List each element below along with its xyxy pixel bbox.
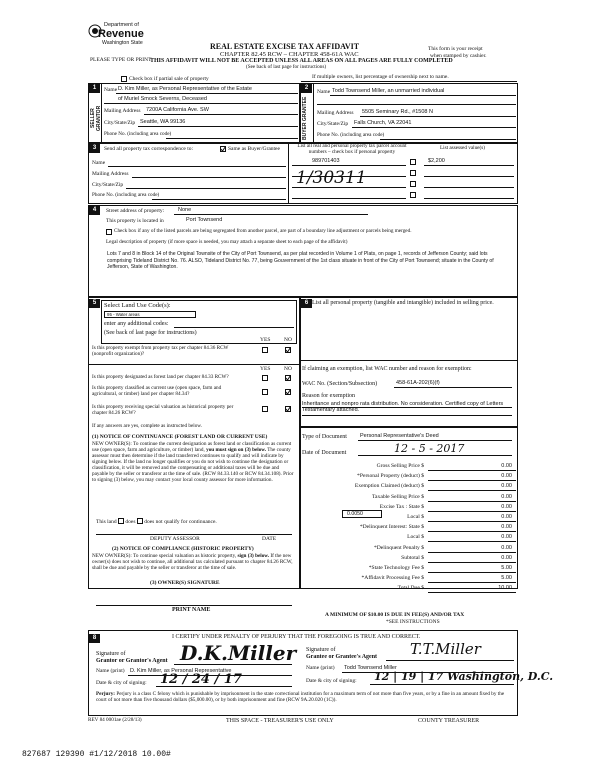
notice1-title: (1) NOTICE OF CONTINUANCE (FOREST LAND OR CURRENT USE) bbox=[92, 434, 268, 440]
fee-label: *Delinquent Penalty $ bbox=[373, 544, 424, 551]
fee-amount: 0.00 bbox=[501, 493, 512, 500]
form-see-back: (See back of last page for instructions) bbox=[246, 64, 327, 70]
fee-label: Total Due $ bbox=[397, 585, 424, 592]
buyer-name-label: Name bbox=[317, 89, 331, 95]
parcel-2-pp-checkbox[interactable] bbox=[410, 170, 416, 176]
grantee-sig-label-2: Grantee or Grantee's Agent bbox=[306, 654, 378, 660]
historic-question: Is this property receiving special valuation as historical property per chapter 84.26 RCW? bbox=[92, 404, 234, 416]
deputy-date-label: DATE bbox=[262, 536, 277, 542]
fee-row bbox=[298, 504, 516, 513]
fee-label: *Delinquent Interest: State $ bbox=[359, 524, 424, 531]
classified-yes-checkbox[interactable] bbox=[262, 389, 268, 395]
receipt-note-2: when stamped by cashier. bbox=[430, 53, 487, 59]
land-use-label: Select Land Use Code(s): bbox=[104, 302, 171, 309]
wac-value: 458-61A-202(6)(f) bbox=[396, 380, 440, 386]
continuance-line: This land does does not qualify for continuance. bbox=[96, 519, 217, 525]
exempt-yes-checkbox[interactable] bbox=[262, 347, 268, 353]
section-3-badge: 3 bbox=[89, 144, 100, 153]
grantee-sig-label-1: Signature of bbox=[306, 647, 336, 653]
assessed-1: $2,200 bbox=[428, 158, 445, 164]
fee-row bbox=[298, 534, 516, 543]
fee-row bbox=[298, 565, 516, 574]
section-1-badge: 1 bbox=[89, 84, 100, 93]
fee-row bbox=[298, 463, 516, 472]
grantor-signature: D.K.Miller bbox=[180, 641, 297, 665]
fee-row bbox=[298, 483, 516, 492]
fee-label: Excise Tax : State $ bbox=[379, 503, 424, 510]
legal-label: Legal description of property (if more space is needed, you may attach a separate sheet to each page of the affidavit) bbox=[106, 239, 348, 245]
fee-amount: 0.00 bbox=[501, 544, 512, 551]
revenue-logo bbox=[88, 22, 150, 56]
recording-stamp: 827687 129390 #1/12/2018 10.00# bbox=[22, 750, 171, 759]
buyer-name: Todd Townsend Miller, an unmarried individual bbox=[332, 88, 445, 94]
street-label: Street address of property: bbox=[106, 208, 165, 214]
fee-amount: 0.00 bbox=[501, 503, 512, 510]
notice2-body: NEW OWNER(S): To continue special valuation as historic property, sign (3) below. If the new owner(s) does not wish to continue, all additional tax calculated pursuant to chapter 84.26 RCW, shall be due and payable by the seller or transferor at the time of sale. bbox=[92, 553, 293, 571]
wac-label: WAC No. (Section/Subsection) bbox=[302, 381, 378, 387]
seller-name-1: D. Kim Miller, as Personal Representative of the Estate bbox=[118, 86, 252, 92]
yes-header-2: YES bbox=[260, 366, 271, 372]
does-checkbox[interactable] bbox=[118, 518, 124, 524]
sec3-phone-label: Phone No. (including area code) bbox=[92, 192, 160, 198]
forest-question: Is this property designated as forest land per chapter 84.33 RCW? bbox=[92, 374, 229, 380]
section-4-badge: 4 bbox=[89, 206, 100, 215]
minimum-due-note: A MINIMUM OF $10.00 IS DUE IN FEE(S) AND/OR TAX bbox=[325, 612, 465, 618]
doc-type-label: Type of Document bbox=[302, 434, 347, 440]
sec3-city-label: City/State/Zip bbox=[92, 182, 124, 188]
grantor-sig-label-1: Signature of bbox=[96, 651, 126, 657]
fee-row bbox=[298, 575, 516, 584]
land-use-select[interactable]: 95 - Water areas bbox=[104, 311, 196, 318]
exempt-no-checkbox[interactable] bbox=[285, 347, 291, 353]
fee-amount: 0.00 bbox=[501, 524, 512, 531]
fee-amount: 0.00 bbox=[501, 514, 512, 520]
grantee-name-value: Todd Townsend Miller bbox=[344, 665, 397, 671]
deputy-assessor-label: DEPUTY ASSESSOR bbox=[150, 536, 200, 542]
multiple-owners-note: If multiple owners, list percentage of ownership next to name. bbox=[312, 74, 449, 80]
personal-property-label: List all personal property (tangible and intangible) included in selling price. bbox=[312, 300, 494, 306]
parcel-3-pp-checkbox[interactable] bbox=[410, 181, 416, 187]
historic-no-checkbox[interactable] bbox=[285, 406, 291, 412]
fee-amount: 0.00 bbox=[501, 554, 512, 561]
fee-amount: 0.00 bbox=[501, 473, 512, 480]
fee-label: *Personal Property (deduct) $ bbox=[357, 473, 424, 480]
seller-side-label: SELLER GRANTOR bbox=[90, 105, 102, 131]
notice1-body: NEW OWNER(S): To continue the current designation as forest land or classification as current use (open space, farm and agriculture, or timber) land, you must sign on (3) below. The county assessor must then determine if the land transferred continues to qualify and will indicate by signing below. If the land no longer qualifies or you do not wish to continue the designation or classification, it will be removed and the compensating or additional taxes will be due and payable by the seller or transferor at the time of sale. (RCW 84.33.140 or RCW 84.34.108). Prior to signing (3) below, you may contact your local county assessor for more information. bbox=[92, 441, 294, 483]
parcel-1: 989701403 bbox=[312, 158, 340, 164]
fee-amount: 0.00 bbox=[501, 463, 512, 469]
seller-mailing-label: Mailing Address bbox=[104, 108, 141, 114]
buyer-city-label: City/State/Zip bbox=[317, 121, 349, 127]
agency-label: Revenue bbox=[98, 28, 144, 40]
fee-label: Gross Selling Price $ bbox=[376, 463, 424, 469]
perjury-notice: Perjury: Perjury is a class C felony which is punishable by imprisonment in the state correctional institution for a maximum term of not more than five years, or by a fine in an amount fixed by the court of not more than five thousand dollars ($5,000.00), or by both imprisonment and fine (RCW 9A.20.020 (1C)). bbox=[96, 691, 505, 703]
forest-yes-checkbox[interactable] bbox=[262, 375, 268, 381]
grantor-date-value: 12 / 24 / 17 bbox=[160, 672, 242, 687]
partial-sale-label: Check box if partial sale of property bbox=[129, 76, 209, 82]
section-5-badge: 5 bbox=[89, 299, 100, 308]
same-as-buyer-label: Same as Buyer/Grantee bbox=[228, 146, 280, 152]
sec3-mailing-label: Mailing Address bbox=[92, 171, 129, 177]
grantor-date-label: Date & city of signing: bbox=[96, 680, 147, 686]
buyer-city: Falls Church, VA 22041 bbox=[354, 120, 412, 126]
segregated-note: Check box if any of the listed parcels are being segregated from another parcel, are part of a boundary line adjustment or parcels being merged. bbox=[114, 228, 412, 234]
fee-label: Local $ bbox=[407, 514, 424, 520]
exempt-question: Is this property exempt from property tax per chapter 84.36 RCW (nonprofit organization)? bbox=[92, 345, 229, 357]
form-revision: REV 84 0001ae (2/28/13) bbox=[88, 717, 142, 723]
buyer-mailing: 5505 Seminary Rd., #1508 N bbox=[362, 109, 433, 115]
parcel-1-pp-checkbox[interactable] bbox=[410, 159, 416, 165]
check-mark-icon bbox=[285, 347, 291, 353]
print-name-label: PRINT NAME bbox=[172, 607, 211, 613]
grantor-name-value: D. Kim Miller, as Personal Representative bbox=[130, 668, 232, 674]
fee-label: Local $ bbox=[407, 534, 424, 541]
no-header-1: NO bbox=[284, 337, 292, 343]
fee-row bbox=[298, 585, 516, 594]
local-rate-box: 0.0050 bbox=[342, 510, 382, 518]
forest-no-checkbox[interactable] bbox=[285, 375, 291, 381]
form-title: REAL ESTATE EXCISE TAX AFFIDAVIT bbox=[210, 42, 360, 51]
handwritten-number: 1/30311 bbox=[296, 168, 367, 188]
fee-row bbox=[298, 494, 516, 503]
if-yes-note: If any answers are yes, complete as instructed below. bbox=[92, 423, 203, 429]
seller-phone-label: Phone No. (including area code) bbox=[104, 131, 172, 137]
assessed-header: List assessed value(s) bbox=[440, 145, 485, 151]
doc-type-value: Personal Representative's Deed bbox=[360, 433, 439, 439]
fee-row bbox=[298, 524, 516, 533]
send-tax-label: Send all property tax correspondence to: bbox=[104, 146, 194, 152]
section-8-badge: 8 bbox=[89, 634, 100, 643]
form-warning: THIS AFFIDAVIT WILL NOT BE ACCEPTED UNLESS ALL AREAS ON ALL PAGES ARE FULLY COMPLETED bbox=[150, 58, 453, 64]
parcel-header: List all real and personal property tax parcel account numbers – check box if personal property bbox=[297, 143, 407, 155]
check-mark-icon bbox=[285, 406, 291, 412]
form-chapter: CHAPTER 82.45 RCW – CHAPTER 458-61A WAC bbox=[220, 51, 359, 58]
fee-label: Subtotal $ bbox=[401, 554, 424, 561]
fee-amount: 0.00 bbox=[501, 534, 512, 541]
buyer-mailing-label: Mailing Address bbox=[317, 110, 354, 116]
notice2-title: (2) NOTICE OF COMPLIANCE (HISTORIC PROPERTY) bbox=[112, 546, 254, 552]
section-6-badge: 6 bbox=[301, 299, 312, 308]
fee-label: *Affidavit Processing Fee $ bbox=[361, 575, 424, 582]
grantee-date-label: Date & city of signing: bbox=[306, 678, 357, 684]
check-mark-icon bbox=[220, 146, 226, 152]
historic-yes-checkbox[interactable] bbox=[262, 406, 268, 412]
grantor-sig-label-2: Grantor or Grantor's Agent bbox=[96, 658, 168, 664]
seller-name-label: Name bbox=[104, 87, 118, 93]
fee-amount: 5.00 bbox=[501, 575, 512, 582]
owner-signature-label: (3) OWNER(S) SIGNATURE bbox=[150, 580, 220, 586]
check-mark-icon bbox=[285, 375, 291, 381]
grantee-signature: T.T.Miller bbox=[410, 640, 481, 658]
classified-no-checkbox[interactable] bbox=[285, 389, 291, 395]
receipt-note-1: This form is your receipt bbox=[428, 46, 483, 52]
does-not-checkbox[interactable] bbox=[137, 518, 143, 524]
section-2-badge: 2 bbox=[301, 84, 312, 93]
sec3-name-label: Name bbox=[92, 160, 106, 166]
buyer-side-label: BUYER GRANTEE bbox=[302, 96, 308, 140]
legal-text: Lots 7 and 8 in Block 14 of the Original Townsite of the City of Port Townsend, as per plat recorded in Volume 1 of Plats, on page 1, records of Jefferson County; said lots comprising Tideland District No. 76. ALSO, Tideland District No. 77, being Gouvernment of the 1st class situate in front of the City of Port Townsend; situate in the County of Jefferson, State of Washington. bbox=[107, 251, 494, 271]
fee-row bbox=[298, 514, 516, 523]
yes-header-1: YES bbox=[260, 337, 271, 343]
exemption-label: If claiming an exemption, list WAC number and reason for exemption: bbox=[302, 366, 472, 372]
county-treasurer-label: COUNTY TREASURER bbox=[418, 718, 480, 724]
see-instructions-note: *SEE INSTRUCTIONS bbox=[386, 619, 440, 625]
located-value: Port Townsend bbox=[186, 217, 223, 223]
fee-label: Taxable Selling Price $ bbox=[372, 493, 424, 500]
seller-city: Seattle, WA 99136 bbox=[140, 119, 186, 125]
segregated-checkbox[interactable] bbox=[106, 229, 112, 235]
fee-row bbox=[298, 555, 516, 564]
state-label: Washington State bbox=[102, 40, 143, 46]
fee-label: *State Technology Fee $ bbox=[368, 565, 424, 571]
grantee-name-label: Name (print) bbox=[306, 665, 335, 671]
parcel-4-pp-checkbox[interactable] bbox=[410, 192, 416, 198]
certify-statement: I CERTIFY UNDER PENALTY OF PERJURY THAT THE FOREGOING IS TRUE AND CORRECT. bbox=[172, 634, 421, 640]
treasurer-use-label: THIS SPACE - TREASURER'S USE ONLY bbox=[226, 718, 334, 724]
fee-amount: 0.00 bbox=[501, 483, 512, 490]
fee-label: Exemption Claimed (deduct) $ bbox=[354, 483, 424, 490]
seller-mailing: 7200A California Ave. SW bbox=[146, 107, 209, 113]
seller-city-label: City/State/Zip bbox=[104, 120, 136, 126]
grantee-date-value: 12 | 19 | 17 Washington, D.C. bbox=[374, 670, 554, 683]
fee-amount: 10.00 bbox=[498, 585, 512, 592]
department-label: Department of bbox=[104, 22, 139, 28]
classified-question: Is this property classified as current use (open space, farm and agricultural, or timber) land per chapter 84.34? bbox=[92, 385, 222, 397]
check-mark-icon bbox=[285, 389, 291, 395]
land-use-see-back: (See back of last page for instructions) bbox=[104, 330, 197, 336]
fee-row bbox=[298, 545, 516, 554]
type-or-print: PLEASE TYPE OR PRINT bbox=[90, 57, 152, 63]
partial-sale-checkbox[interactable] bbox=[121, 76, 127, 82]
fee-amount: 5.00 bbox=[501, 565, 512, 571]
additional-codes-label: enter any additional codes: bbox=[104, 321, 169, 327]
seller-name-2: of Muriel Smock Severns, Deceased bbox=[118, 96, 207, 102]
buyer-phone-label: Phone No. (including area code) bbox=[317, 132, 385, 138]
street-value: None bbox=[178, 207, 192, 213]
reason-value: Inheritance and nonpro rata distribution. No consideration. Certified copy of Letters Testamentary attached. bbox=[302, 401, 504, 413]
reason-label: Reason for exemption bbox=[302, 393, 355, 399]
doc-date-value: 12 - 5 - 2017 bbox=[394, 442, 465, 455]
same-as-buyer-checkbox[interactable] bbox=[220, 146, 226, 152]
grantor-name-label: Name (print) bbox=[96, 668, 125, 674]
doc-date-label: Date of Document bbox=[302, 450, 347, 456]
fee-row bbox=[298, 473, 516, 482]
located-label: This property is located in bbox=[106, 218, 164, 224]
no-header-2: NO bbox=[284, 366, 292, 372]
